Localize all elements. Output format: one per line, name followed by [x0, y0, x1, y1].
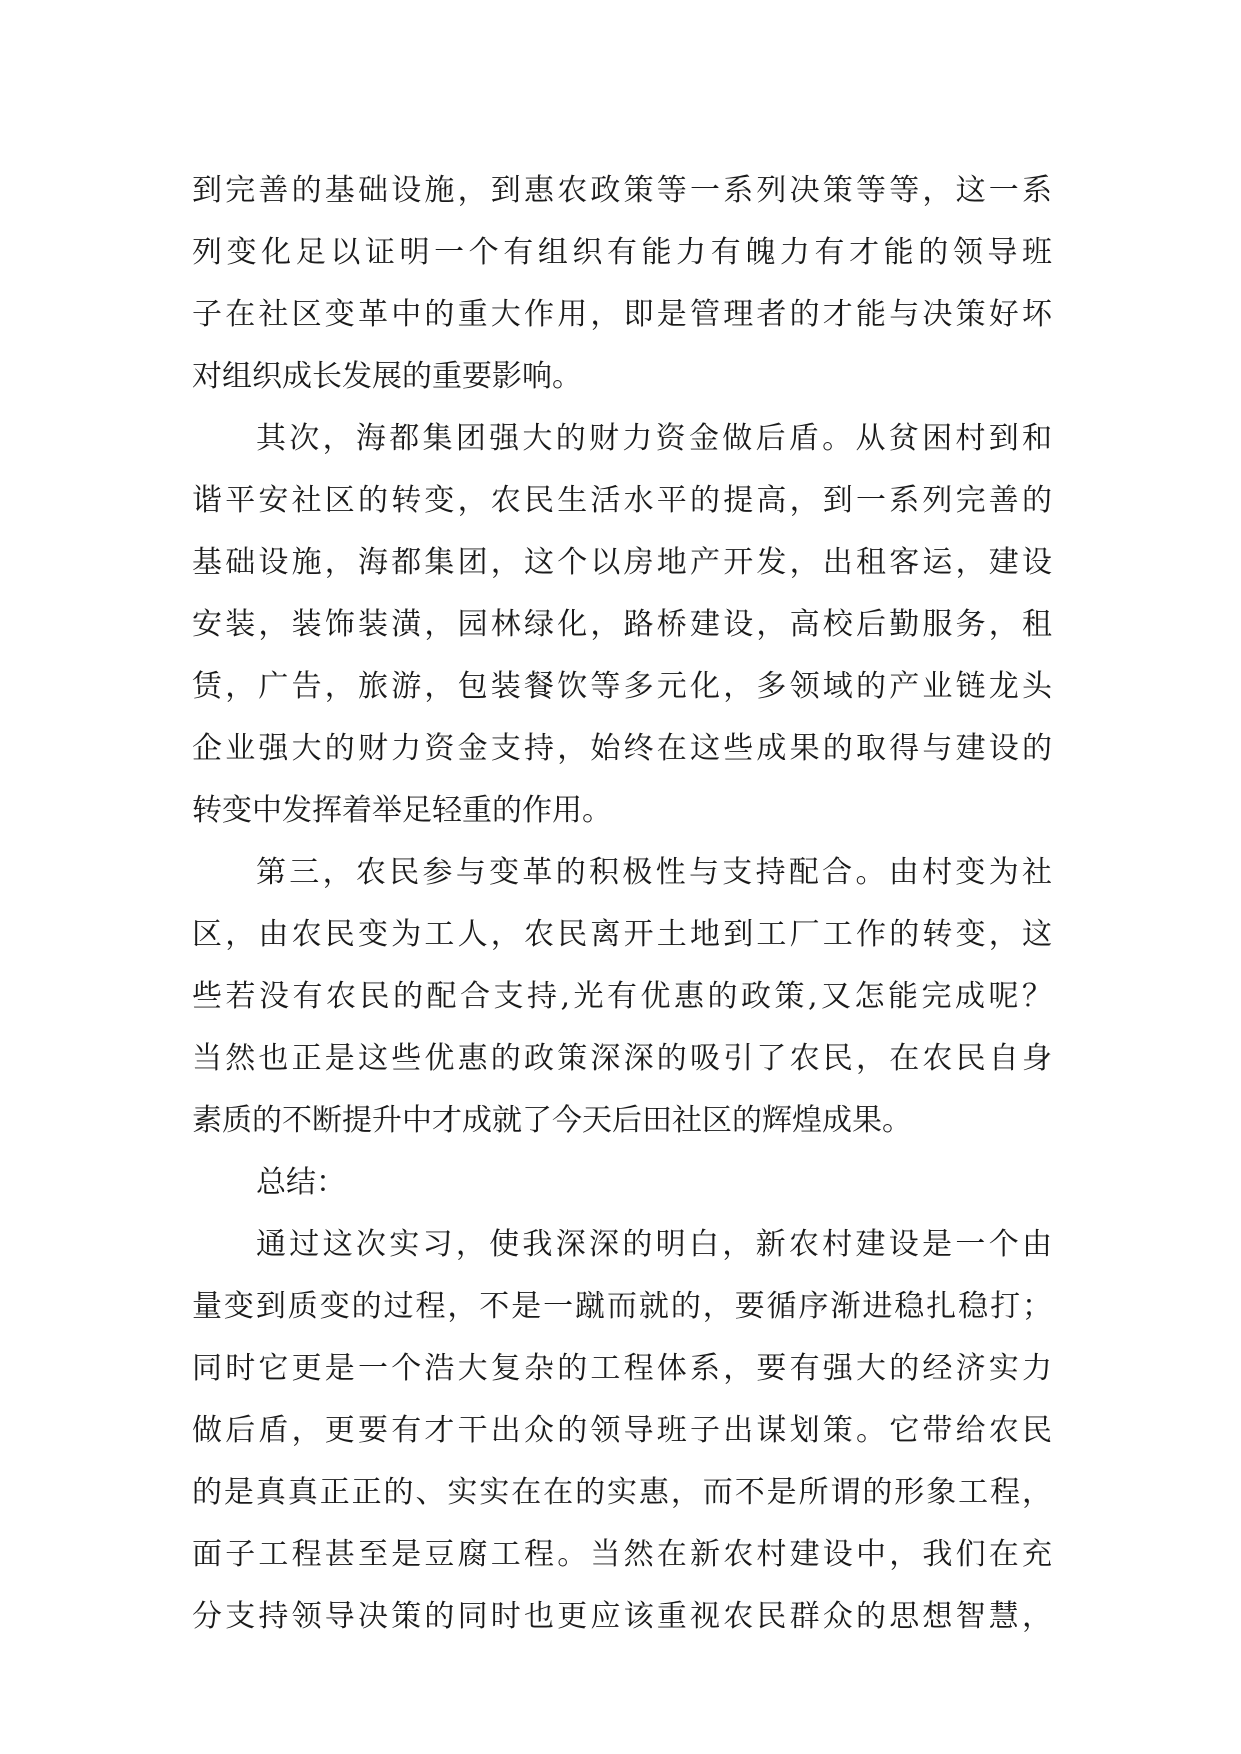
text-line: 基础设施，海都集团，这个以房地产开发，出租客运，建设	[192, 545, 1052, 580]
text-line: 对组织成长发展的重要影响。	[192, 359, 582, 394]
paragraph-start-line: 其次，海都集团强大的财力资金做后盾。从贫困村到和	[256, 421, 1052, 456]
text-line: 区，由农民变为工人，农民离开土地到工厂工作的转变，这	[192, 917, 1052, 952]
text-line: 安装，装饰装潢，园林绿化，路桥建设，高校后勤服务，租	[192, 607, 1052, 642]
text-line: 的是真真正正的、实实在在的实惠，而不是所谓的形象工程，	[192, 1475, 1052, 1510]
text-line: 做后盾，更要有才干出众的领导班子出谋划策。它带给农民	[192, 1413, 1052, 1448]
text-line: 当然也正是这些优惠的政策深深的吸引了农民，在农民自身	[192, 1041, 1052, 1076]
body-text	[192, 160, 1052, 1648]
text-line: 分支持领导决策的同时也更应该重视农民群众的思想智慧，	[192, 1599, 1052, 1634]
text-line: 量变到质变的过程，不是一蹴而就的，要循序渐进稳扎稳打；	[192, 1289, 1052, 1324]
text-line: 到完善的基础设施，到惠农政策等一系列决策等等，这一系	[192, 173, 1052, 208]
text-line: 转变中发挥着举足轻重的作用。	[192, 793, 612, 828]
text-line: 些若没有农民的配合支持,光有优惠的政策,又怎能完成呢？	[192, 979, 1052, 1014]
text-line: 列变化足以证明一个有组织有能力有魄力有才能的领导班	[192, 235, 1052, 270]
text-line: 同时它更是一个浩大复杂的工程体系，要有强大的经济实力	[192, 1351, 1052, 1386]
paragraph-start-line: 通过这次实习，使我深深的明白，新农村建设是一个由	[256, 1227, 1052, 1262]
text-line: 面子工程甚至是豆腐工程。当然在新农村建设中，我们在充	[192, 1537, 1052, 1572]
section-heading: 总结：	[256, 1165, 346, 1200]
paragraph-start-line: 第三，农民参与变革的积极性与支持配合。由村变为社	[256, 855, 1052, 890]
text-line: 谐平安社区的转变，农民生活水平的提高，到一系列完善的	[192, 483, 1052, 518]
text-line: 企业强大的财力资金支持，始终在这些成果的取得与建设的	[192, 731, 1052, 766]
text-line: 子在社区变革中的重大作用，即是管理者的才能与决策好坏	[192, 297, 1052, 332]
text-line: 素质的不断提升中才成就了今天后田社区的辉煌成果。	[192, 1103, 912, 1138]
text-line: 赁，广告，旅游，包装餐饮等多元化，多领域的产业链龙头	[192, 669, 1052, 704]
